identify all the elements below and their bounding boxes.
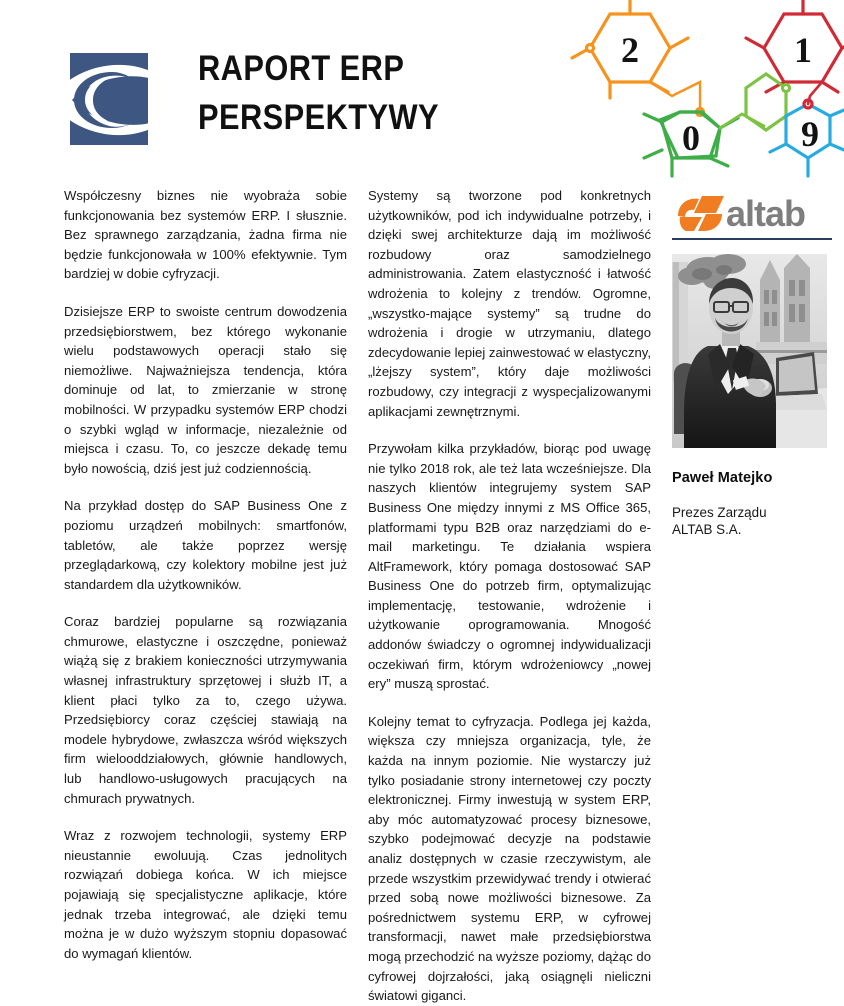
article-column-middle xyxy=(368,186,651,1006)
person-name: Paweł Matejko xyxy=(672,470,773,486)
paragraph: Wraz z rozwojem technologii, systemy ERP nieustannie ewoluują. Czas jednolitych rozwiązań dobiega końca. W ich miejsce pojawiają się specjalistyczne aplikacje, które jednak trzeba integrować, ale dzięki temu można je w dużo wyższym stopniu dopasować do wymagań klientów. xyxy=(64,828,347,961)
paragraph: Przywołam kilka przykładów, biorąc pod uwagę nie tylko 2018 rok, ale też lata wcześniejsze. Dla naszych klientów integrujemy system SAP Business One między innymi z MS Office 365, platformami typu B2B oraz narzędziami do e-mail marketingu. Te działania wspiera AltFramework, który pomaga dostosować SAP Business One do potrzeb firm, optymalizując implementację, testowanie, wdrożenie i użytkowanie oprogramowania. Mnogość addonów świadczy o ogromnej indywidualizacji oczekiwań firm, którym wdrożeniowcy „nowej ery” muszą sprostać. xyxy=(368,441,651,692)
masthead-title-line2: PERSPEKTYWY xyxy=(198,97,440,137)
eye-logo-icon xyxy=(48,48,168,158)
article-column-left xyxy=(64,186,347,963)
paragraph: Kolejny temat to cyfryzacja. Podlega jej każda, większa czy mniejsza organizacja, tyle, że każda na innym poziomie. Nie wystarczy już tylko posiadanie strony internetowej czy poczty elektronicznej. Firmy inwestują w system ERP, aby móc automatyzować procesy biznesowe, szybko podejmować decyzje na podstawie analiz dostępnych w czasie rzeczywistym, ale przede wszystkim przewidywać trendy i otwierać przed sobą nowe możliwości biznesowe. Za pośrednictwem systemu ERP, w cyfrowej transformacji, nawet małe przedsiębiorstwa mogą przechodzić na wyższe poziomy, dążąc do cyfrowej dojrzałości, jaką osiągnęli nieliczni światowi giganci. xyxy=(368,713,651,1004)
person-role xyxy=(672,504,836,538)
person-role-line1: Prezes Zarządu xyxy=(672,505,767,520)
year-digit-9: 9 xyxy=(801,114,819,154)
altab-wordmark: altab xyxy=(726,193,806,234)
hexagon-molecule-year-icon xyxy=(560,0,844,180)
paragraph: Współczesny biznes nie wyobraża sobie funkcjonowania bez systemów ERP. I słusznie. Bez sprawnego zarządzania, żadna firma nie będzie funkcjonowała w 100% efektywnie. Tym bardziej w dobie cyfryzacji. xyxy=(64,188,347,282)
paragraph: Dzisiejsze ERP to swoiste centrum dowodzenia przedsiębiorstwem, bez którego wykonanie wielu podstawowych operacji stało się niemożliwe. Najważniejsza tendencja, która dominuje od lat, to zmierzanie w stronę mobilności. W przypadku systemów ERP chodzi o szybki wgląd w informacje, niezależnie od miejsca i czasu. To, co jeszcze dekadę temu było nowością, dziś jest już codziennością. xyxy=(64,303,347,476)
sidebar-divider xyxy=(672,238,832,240)
masthead-title-line1: RAPORT ERP xyxy=(198,49,405,88)
portrait-photo xyxy=(672,254,827,448)
paragraph: Systemy są tworzone pod konkretnych użytkowników, pod ich indywidualne potrzeby, i dzięki swej architekturze dają im możliwość rozbudowy oraz samodzielnego administrowania. Zatem elastyczność i łatwość wdrożenia to kolejny z trendów. Ogromne, „wszystko-mające systemy” są trudne do wdrożenia i drogie w utrzymaniu, dlatego zdecydowanie lepiej zainwestować w elastyczny, „lżejszy system”, który daje możliwości rozbudowy, czy integracji z wyspecjalizowanymi aplikacjami zewnętrznymi. xyxy=(368,188,651,419)
person-role-line2: ALTAB S.A. xyxy=(672,522,742,537)
altab-logo-icon xyxy=(672,186,836,234)
year-digit-0: 0 xyxy=(682,118,700,158)
paragraph: Coraz bardziej popularne są rozwiązania chmurowe, elastyczne i oszczędne, ponieważ wiążą się z brakiem konieczności utrzymywania własnej infrastruktury sprzętowej i służb IT, a klient płaci tylko za to, czego używa. Przedsiębiorcy coraz częściej stawiają na modele hybrydowe, zwłaszcza wśród większych firm wielooddziałowych, głównie handlowych, lub handlowo-usługowych pracujących na chmurach prywatnych. xyxy=(64,614,347,806)
year-digit-1: 1 xyxy=(794,30,812,70)
year-digit-2: 2 xyxy=(621,30,639,70)
masthead-title xyxy=(198,48,558,139)
paragraph: Na przykład dostęp do SAP Business One z poziomu urządzeń mobilnych: smartfonów, tabletów, ale także poprzez wersję przeglądarkową, czy kolektory mobilne jest już standardem dla użytkowników. xyxy=(64,498,347,592)
page-header xyxy=(0,0,844,178)
sidebar xyxy=(672,186,836,538)
